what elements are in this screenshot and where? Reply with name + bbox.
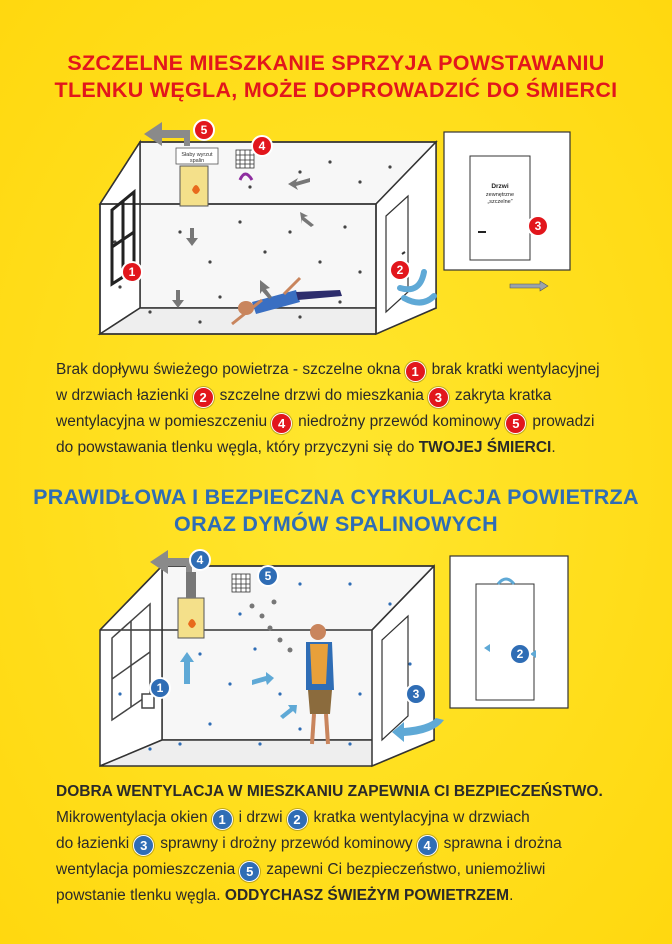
badge-5-blue	[258, 566, 278, 586]
badge-2-blue	[510, 644, 530, 664]
badge-3	[528, 216, 548, 236]
inline-badge-blue-4: 4	[417, 835, 438, 856]
outer-door-label-line-1: Drzwi	[491, 183, 509, 190]
svg-text:4: 4	[258, 139, 266, 153]
heater-label-line-1: Słaby wyrzut	[181, 152, 213, 158]
danger-description-line-1: Brak dopływu świeżego powietrza - szczelne okna 1 brak kratki wentylacyjnej	[56, 357, 636, 383]
sealed-room-illustration	[0, 112, 672, 344]
inline-badge-blue-3: 3	[133, 835, 154, 856]
safe-heading	[0, 484, 672, 538]
svg-text:5: 5	[200, 123, 208, 137]
safe-description-line-1: Mikrowentylacja okien 1 i drzwi 2 kratka wentylacyjna w drzwiach	[56, 805, 636, 831]
svg-text:1: 1	[156, 681, 164, 695]
bathroom-door	[386, 196, 408, 312]
inline-badge-3: 3	[428, 387, 449, 408]
inline-badge-2: 2	[193, 387, 214, 408]
heater-label-line-2: spalin	[189, 158, 205, 164]
svg-text:5: 5	[264, 569, 272, 583]
badge-2	[390, 260, 410, 280]
safe-description-heading: DOBRA WENTYLACJA W MIESZKANIU ZAPEWNIA CI BEZPIECZEŃSTWO.	[56, 783, 603, 800]
danger-description	[56, 357, 636, 461]
svg-text:3: 3	[412, 687, 420, 701]
inline-badge-blue-5: 5	[239, 861, 260, 882]
safe-heading-line-1: PRAWIDŁOWA I BEZPIECZNA CYRKULACJA POWIETRZA	[33, 485, 639, 509]
safe-description-line-4: powstanie tlenku węgla. ODDYCHASZ ŚWIEŻYM POWIETRZEM.	[56, 887, 514, 904]
badge-4-blue	[190, 550, 210, 570]
badge-5	[194, 120, 214, 140]
danger-description-line-3: wentylacyjna w pomieszczeniu 4 niedrożny przewód kominowy 5 prowadzi	[56, 409, 636, 435]
open-vent-grille-icon	[232, 574, 250, 592]
badge-3-blue	[406, 684, 426, 704]
outer-door-label-line-2: zewnętrzne	[485, 192, 515, 198]
outer-door-panel	[444, 132, 570, 291]
badge-1-blue	[150, 678, 170, 698]
danger-description-line-4: do powstawania tlenku węgla, który przyczyni się do TWOJEJ ŚMIERCI.	[56, 439, 556, 456]
danger-description-line-2: w drzwiach łazienki 2 szczelne drzwi do mieszkania 3 zakryta kratka	[56, 383, 636, 409]
outer-door-panel-2	[450, 556, 568, 708]
danger-heading-line-2: TLENKU WĘGLA, MOŻE DOPROWADZIĆ DO ŚMIERCI	[54, 78, 618, 102]
inline-badge-blue-1: 1	[212, 809, 233, 830]
inline-badge-blue-2: 2	[287, 809, 308, 830]
inline-badge-5: 5	[505, 413, 526, 434]
svg-text:3: 3	[534, 219, 542, 233]
badge-1	[122, 262, 142, 282]
inline-badge-4: 4	[271, 413, 292, 434]
safe-description-line-3: wentylacja pomieszczenia 5 zapewni Ci bezpieczeństwo, uniemożliwi	[56, 857, 636, 883]
svg-text:2: 2	[396, 263, 404, 277]
safe-description-line-2: do łazienki 3 sprawny i drożny przewód kominowy 4 sprawna i drożna	[56, 831, 636, 857]
svg-text:2: 2	[516, 647, 524, 661]
danger-heading-line-1: SZCZELNE MIESZKANIE SPRZYJA POWSTAWANIU	[67, 51, 605, 75]
safe-heading-line-2: ORAZ DYMÓW SPALINOWYCH	[174, 512, 498, 536]
svg-text:4: 4	[196, 553, 204, 567]
outer-door-label-line-3: „szczelne”	[487, 199, 513, 205]
badge-4	[252, 136, 272, 156]
inline-badge-1: 1	[405, 361, 426, 382]
svg-text:1: 1	[128, 265, 136, 279]
danger-heading	[0, 50, 672, 104]
ventilated-room-illustration	[0, 544, 672, 772]
safe-description	[56, 779, 636, 909]
